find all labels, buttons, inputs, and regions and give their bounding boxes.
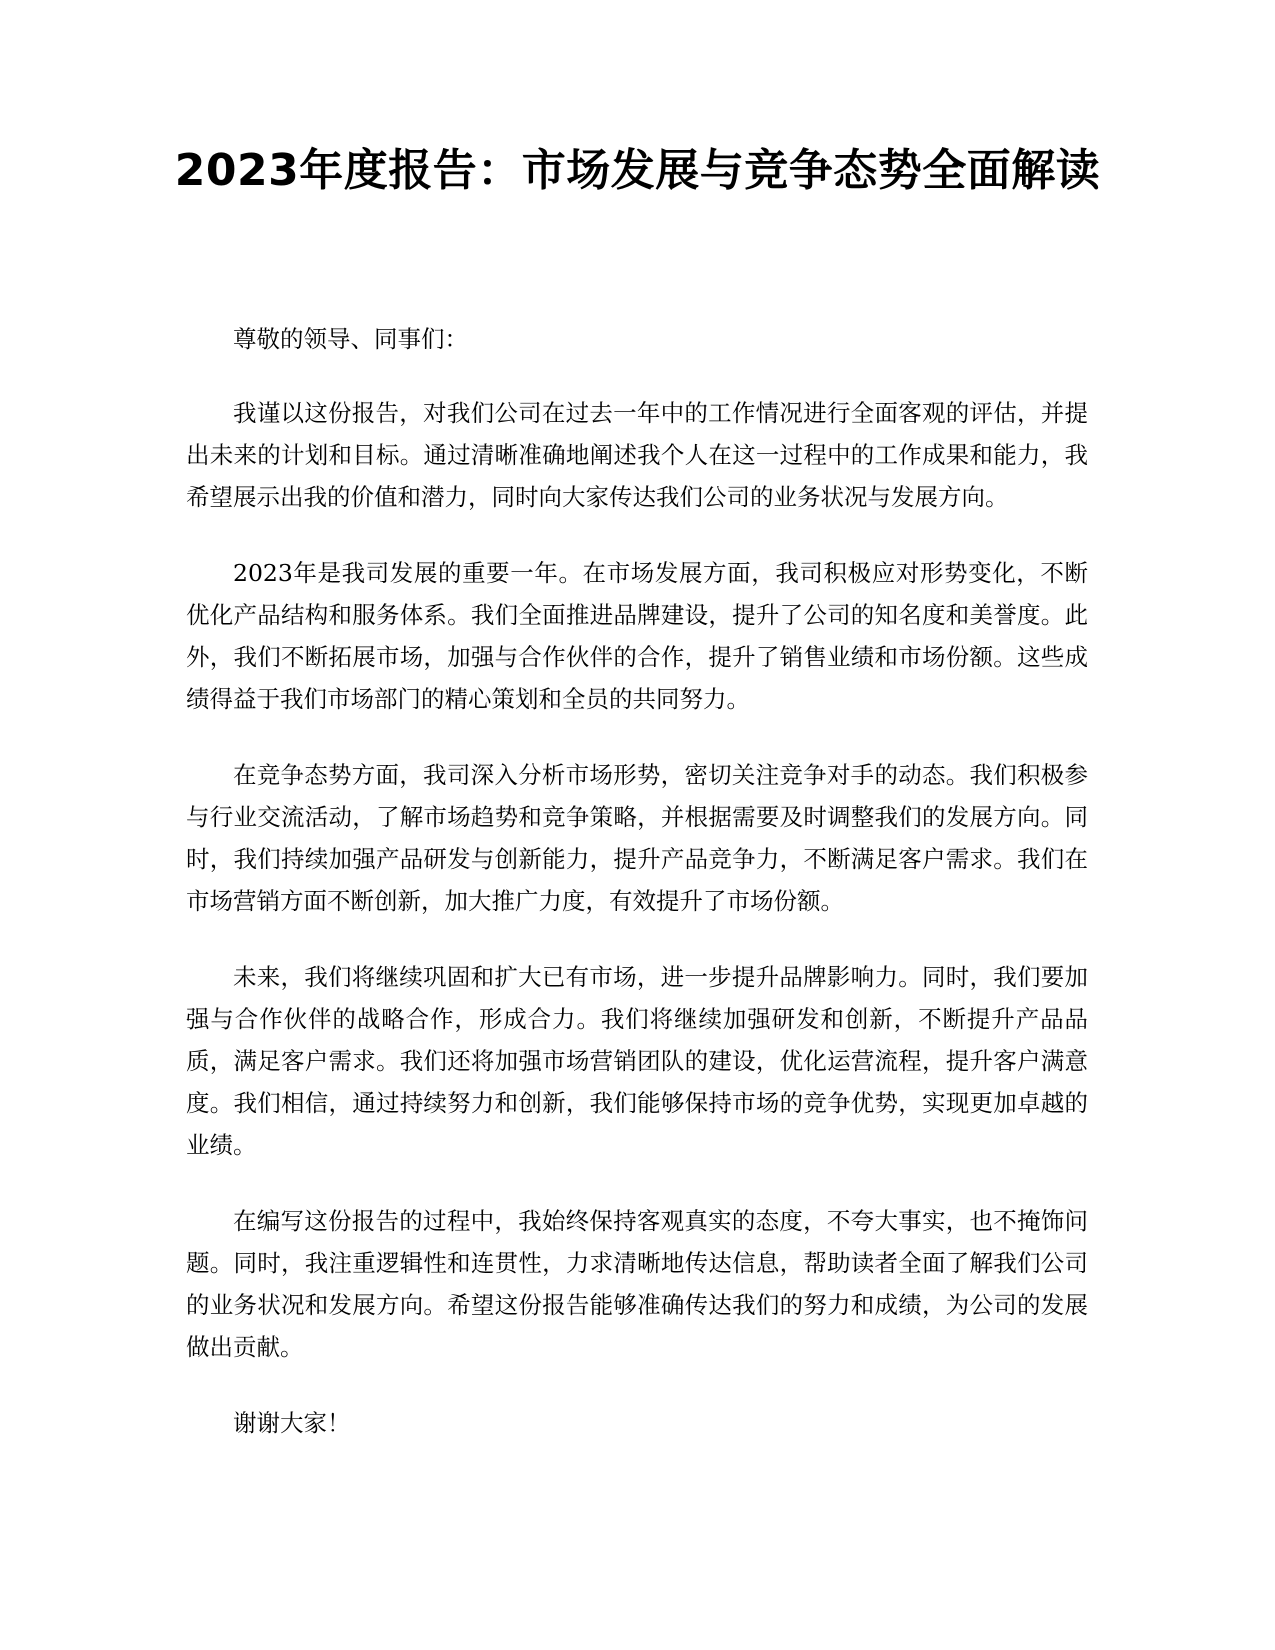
paragraph-future-plans: 未来，我们将继续巩固和扩大已有市场，进一步提升品牌影响力。同时，我们要加强与合作伙伴的战略合作，形成合力。我们将继续加强研发和创新，不断提升产品品质，满足客户需求。我们还将加强市场营销团队的建设，优化运营流程，提升客户满意度。我们相信，通过持续努力和创新，我们能够保持市场的竞争优势，实现更加卓越的业绩。 xyxy=(186,963,1088,1159)
document-body xyxy=(186,318,1088,1444)
salutation: 尊敬的领导、同事们： xyxy=(233,325,468,353)
paragraph-competition: 在竞争态势方面，我司深入分析市场形势，密切关注竞争对手的动态。我们积极参与行业交流活动，了解市场趋势和竞争策略，并根据需要及时调整我们的发展方向。同时，我们持续加强产品研发与创新能力，提升产品竞争力，不断满足客户需求。我们在市场营销方面不断创新，加大推广力度，有效提升了市场份额。 xyxy=(186,761,1088,915)
document-title: 2023年度报告：市场发展与竞争态势全面解读 xyxy=(174,145,1101,196)
paragraph-market-development: 2023年是我司发展的重要一年。在市场发展方面，我司积极应对形势变化，不断优化产品结构和服务体系。我们全面推进品牌建设，提升了公司的知名度和美誉度。此外，我们不断拓展市场，加强与合作伙伴的合作，提升了销售业绩和市场份额。这些成绩得益于我们市场部门的精心策划和全员的共同努力。 xyxy=(186,559,1088,713)
paragraph-introduction: 我谨以这份报告，对我们公司在过去一年中的工作情况进行全面客观的评估，并提出未来的计划和目标。通过清晰准确地阐述我个人在这一过程中的工作成果和能力，我希望展示出我的价值和潜力，同时向大家传达我们公司的业务状况与发展方向。 xyxy=(186,399,1088,511)
closing-remark: 谢谢大家！ xyxy=(233,1409,351,1437)
paragraph-writing-approach: 在编写这份报告的过程中，我始终保持客观真实的态度，不夸大事实，也不掩饰问题。同时，我注重逻辑性和连贯性，力求清晰地传达信息，帮助读者全面了解我们公司的业务状况和发展方向。希望这份报告能够准确传达我们的努力和成绩，为公司的发展做出贡献。 xyxy=(186,1207,1088,1361)
